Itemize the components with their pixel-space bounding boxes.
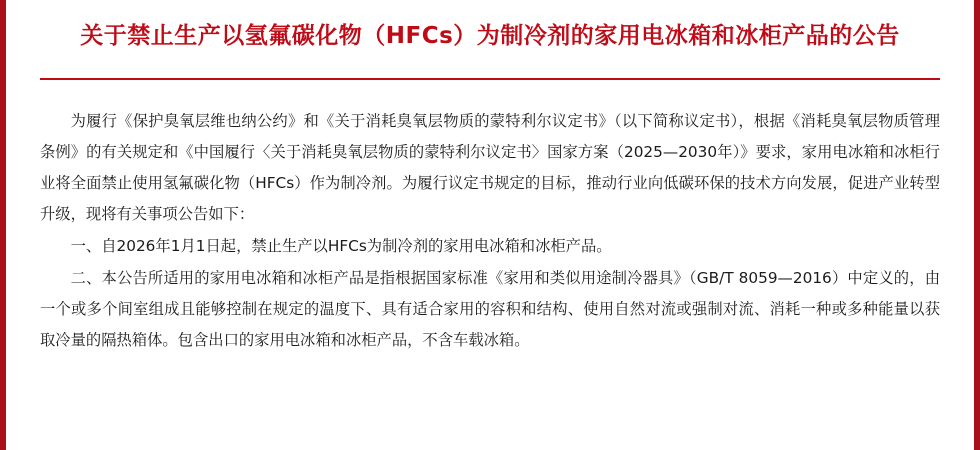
paragraph-2: 一、自2026年1月1日起，禁止生产以HFCs为制冷剂的家用电冰箱和冰柜产品。	[70, 237, 612, 255]
paragraph-3: 二、本公告所适用的家用电冰箱和冰柜产品是指根据国家标准《家用和类似用途制冷器具》（GB/T 8059—2016）中定义的，由一个或多个间室组成且能够控制在规定的温度下、具有适合家用的容积和结构、使用自然对流或强制对流、消耗一种或多种能量以获取冷量的隔热箱体。包含出口的家用电冰箱和冰柜产品，不含车载冰箱。	[40, 269, 940, 349]
page-title: 关于禁止生产以氢氟碳化物（HFCs）为制冷剂的家用电冰箱和冰柜产品的公告	[80, 23, 900, 49]
paragraph-1: 为履行《保护臭氧层维也纳公约》和《关于消耗臭氧层物质的蒙特利尔议定书》（以下简称议定书），根据《消耗臭氧层物质管理条例》的有关规定和《中国履行〈关于消耗臭氧层物质的蒙特利尔议定书〉国家方案（2025—2030年）》要求，家用电冰箱和冰柜行业将全面禁止使用氢氟碳化物（HFCs）作为制冷剂。为履行议定书规定的目标，推动行业向低碳环保的技术方向发展，促进产业转型升级，现将有关事项公告如下：	[40, 112, 940, 223]
document-body	[40, 106, 940, 356]
right-red-rail	[974, 0, 980, 450]
document-content	[6, 0, 974, 450]
title-divider	[40, 78, 940, 80]
